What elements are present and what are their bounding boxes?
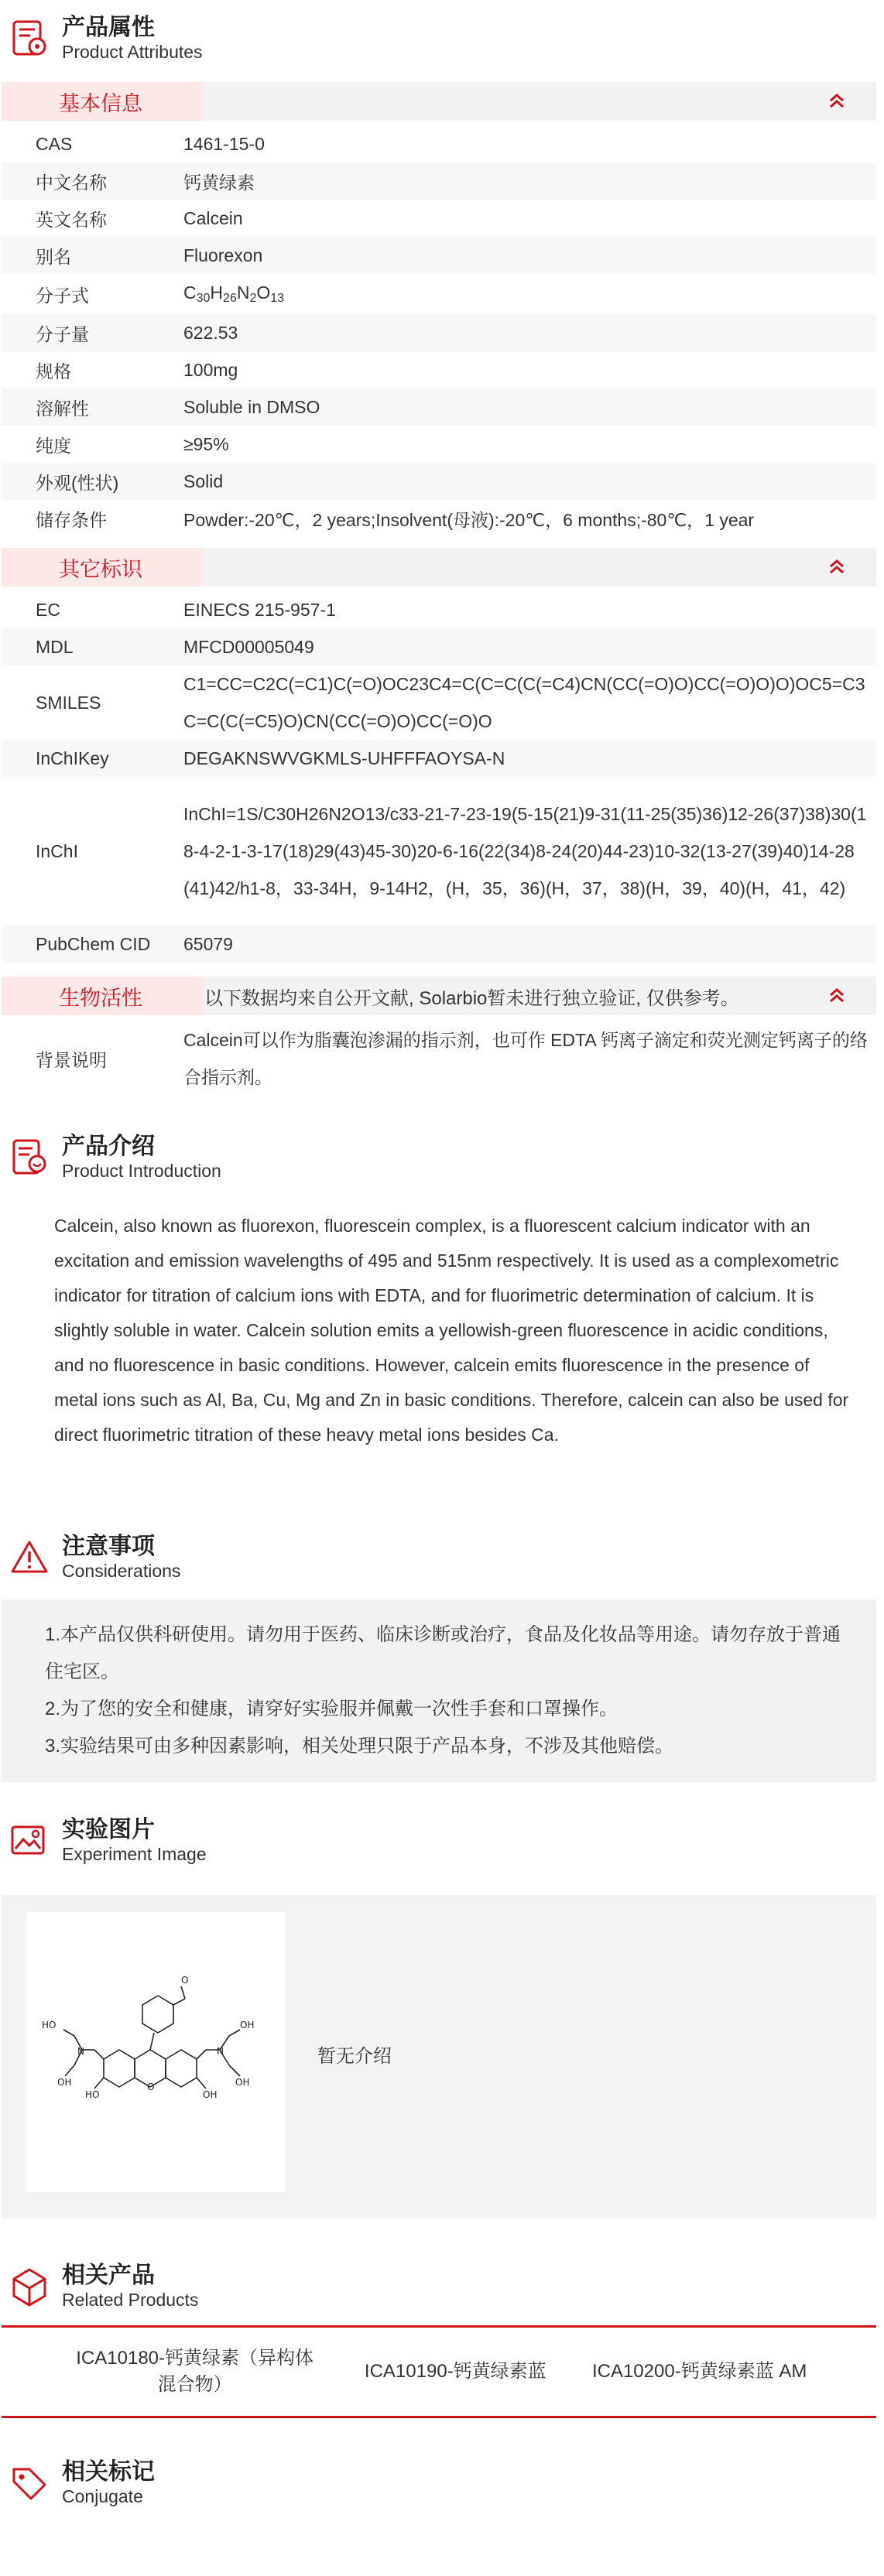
- bio-activity-bar: [2, 977, 876, 1015]
- considerations-title: 注意事项: [62, 1534, 155, 1559]
- attr-value: 622.53: [183, 314, 876, 351]
- structure-label: N: [77, 2046, 84, 2057]
- considerations-header: [0, 1524, 884, 1592]
- structure-label: HO: [85, 2089, 100, 2100]
- table-row: [2, 777, 876, 925]
- attr-key: CAS: [36, 133, 73, 154]
- related-product-link[interactable]: ICA10180-钙黄绿素（异构体混合物）: [76, 2348, 314, 2395]
- table-row: [2, 740, 876, 777]
- table-row: [2, 463, 876, 500]
- experiment-subtitle: Experiment Image: [62, 1844, 207, 1864]
- structure-label: OH: [57, 2077, 72, 2088]
- attr-key: 英文名称: [36, 209, 107, 230]
- attr-key: EC: [36, 599, 60, 620]
- other-ids-table: [2, 591, 876, 963]
- bio-activity-label: 生物活性: [2, 977, 203, 1015]
- related-header: [0, 2253, 884, 2321]
- other-ids-label: 其它标识: [2, 548, 203, 587]
- attr-key: MDL: [2, 628, 183, 665]
- formula-count: 2: [249, 292, 257, 305]
- attr-key: 外观(性状): [2, 463, 183, 500]
- consideration-item: 2.为了您的安全和健康，请穿好实验服并佩戴一次性手套和口罩操作。: [45, 1699, 618, 1719]
- related-product-link[interactable]: ICA10190-钙黄绿素蓝: [364, 2361, 547, 2382]
- box-icon: [9, 2266, 50, 2307]
- related-list: [2, 2325, 876, 2418]
- attr-value: 65079: [183, 925, 876, 963]
- table-row: [2, 314, 876, 351]
- considerations-subtitle: Considerations: [62, 1561, 181, 1581]
- attr-value: Solid: [183, 463, 876, 500]
- attr-value: C1=CC=C2C(=C1)C(=O)OC23C4=C(C=C(C(=C4)CN(CC(=O)O)CC(=O)O)O)OC5=C3C=C(C(=C5)O)CN(CC(=O)O)CC(=O)O: [183, 674, 865, 731]
- attr-value: Powder:-20℃，2 years;Insolvent(母液):-20℃，6 months;-80℃，1 year: [183, 509, 755, 530]
- related-product-link[interactable]: ICA10200-钙黄绿素蓝 AM: [591, 2361, 807, 2382]
- attr-key: 分子式: [36, 285, 89, 306]
- basic-info-label: 基本信息: [2, 82, 203, 121]
- molecular-formula: [183, 274, 876, 314]
- attr-key: 纯度: [36, 435, 71, 456]
- formula-element: O: [256, 282, 271, 303]
- tag-icon: [9, 2463, 50, 2503]
- experiment-header: [0, 1807, 884, 1875]
- attr-value: 钙黄绿素: [183, 162, 876, 200]
- attr-value: MFCD00005049: [183, 628, 876, 665]
- formula-count: 13: [270, 292, 285, 305]
- attr-key: InChI: [36, 840, 78, 861]
- conjugate-title: 相关标记: [62, 2459, 155, 2485]
- structure-label: OH: [240, 2020, 255, 2030]
- conjugate-header: [0, 2449, 884, 2517]
- intro-header: [0, 1124, 884, 1192]
- structure-label: OH: [203, 2089, 218, 2100]
- table-row: [2, 237, 876, 274]
- document-icon: [9, 1137, 50, 1178]
- attributes-subtitle: Product Attributes: [62, 42, 203, 62]
- table-row: [2, 388, 876, 426]
- basic-info-table: [2, 125, 876, 537]
- table-row: [2, 426, 876, 463]
- consideration-item: 1.本产品仅供科研使用。请勿用于医药、临床诊断或治疗，食品及化妆品等用途。请勿存放于普通住宅区。: [45, 1624, 841, 1682]
- structure-label: O: [147, 2082, 155, 2092]
- conjugate-subtitle: Conjugate: [62, 2486, 143, 2506]
- formula-count: 26: [223, 292, 237, 305]
- image-icon: [9, 1821, 50, 1861]
- attr-value: 1461-15-0: [183, 133, 265, 154]
- experiment-title: 实验图片: [62, 1817, 155, 1842]
- table-row: [2, 162, 876, 200]
- table-row: [2, 500, 876, 537]
- attributes-title: 产品属性: [62, 15, 155, 40]
- basic-info-bar: [2, 82, 876, 121]
- table-row: [2, 274, 876, 314]
- table-row: [2, 628, 876, 665]
- table-row: [2, 665, 876, 740]
- related-title: 相关产品: [62, 2263, 155, 2288]
- attr-key: SMILES: [36, 692, 101, 713]
- formula-count: 30: [196, 292, 211, 305]
- table-row: [2, 1020, 876, 1097]
- considerations-box: [2, 1599, 876, 1782]
- structure-label: OH: [235, 2077, 250, 2088]
- attributes-header: [0, 0, 884, 77]
- attr-value: InChI=1S/C30H26N2O13/c33-21-7-23-19(5-15(21)9-31(11-25(35)36)12-26(37)38)30(18-4-2-1-3-17(18)29(43)45-30)20-6-16(22(34)8-24(20)44-23)10-32(13-27(39)40)14-28(41)42/h1-8，33-34H，9-14H2，(H，35，36)(H，37，38)(H，39，40)(H，41，42): [183, 804, 867, 898]
- attr-value: 100mg: [183, 359, 238, 380]
- table-row: [2, 200, 876, 237]
- attributes-icon: [9, 19, 50, 59]
- structure-label: O: [181, 1975, 189, 1986]
- attr-key: PubChem CID: [2, 925, 183, 963]
- bio-activity-table: [2, 1020, 876, 1097]
- attr-key: 别名: [2, 237, 183, 274]
- calcein-structure-image[interactable]: [26, 1912, 285, 2192]
- table-row: [2, 351, 876, 388]
- attr-key: 溶解性: [2, 388, 183, 426]
- attr-key: 中文名称: [2, 162, 183, 200]
- other-ids-bar: [2, 548, 876, 587]
- warning-icon: [9, 1538, 50, 1578]
- formula-element: N: [236, 282, 250, 303]
- table-row: [2, 925, 876, 963]
- experiment-box: [2, 1895, 876, 2219]
- formula-element: C: [183, 282, 197, 303]
- attr-key: 规格: [36, 361, 71, 381]
- attr-value: Fluorexon: [183, 237, 876, 274]
- intro-text: Calcein, also known as fluorexon, fluorescein complex, is a fluorescent calcium indicator with an excitation and emission wavelengths of 495 and 515nm respectively. It is used as a complexometric indicator for titration of calcium ions with EDTA, and for fluorimetric determination of calcium. It is slightly soluble in water. Calcein solution emits a yellowish-green fluorescence in acidic conditions, and no fluorescence in basic conditions. However, calcein emits fluorescence in the presence of metal ions such as Al, Ba, Cu, Mg and Zn in basic conditions. Therefore, calcein can also be used for direct fluorimetric titration of these heavy metal ions besides Ca.: [54, 1216, 849, 1445]
- attr-value: Calcein可以作为脂囊泡渗漏的指示剂，也可作 EDTA 钙离子滴定和荧光测定钙离子的络合指示剂。: [183, 1030, 868, 1087]
- attr-key: 储存条件: [36, 509, 107, 530]
- intro-subtitle: Product Introduction: [62, 1161, 221, 1181]
- attr-key: InChIKey: [2, 740, 183, 777]
- structure-label: N: [217, 2046, 224, 2057]
- related-subtitle: Related Products: [62, 2290, 199, 2310]
- formula-element: H: [210, 282, 224, 303]
- collapse-up-icon[interactable]: [827, 557, 847, 577]
- attr-value: ≥95%: [183, 433, 229, 454]
- collapse-up-icon[interactable]: [827, 91, 847, 111]
- attr-value: Calcein: [183, 207, 243, 228]
- consideration-item: 3.实验结果可由多种因素影响，相关处理只限于产品本身，不涉及其他赔偿。: [45, 1736, 674, 1757]
- attr-value: Soluble in DMSO: [183, 388, 876, 426]
- table-row: [2, 125, 876, 162]
- bio-activity-note: 以下数据均来自公开文献, Solarbio暂未进行独立验证, 仅供参考。: [204, 987, 739, 1009]
- attr-value: EINECS 215-957-1: [183, 599, 336, 620]
- structure-label: HO: [42, 2020, 57, 2030]
- table-row: [2, 591, 876, 628]
- intro-title: 产品介绍: [62, 1134, 155, 1159]
- collapse-up-icon[interactable]: [827, 986, 847, 1006]
- experiment-caption: 暂无介绍: [317, 2046, 392, 2067]
- attr-key: 背景说明: [36, 1049, 107, 1070]
- attr-key: 分子量: [2, 314, 183, 351]
- attr-value: DEGAKNSWVGKMLS-UHFFFAOYSA-N: [183, 740, 876, 777]
